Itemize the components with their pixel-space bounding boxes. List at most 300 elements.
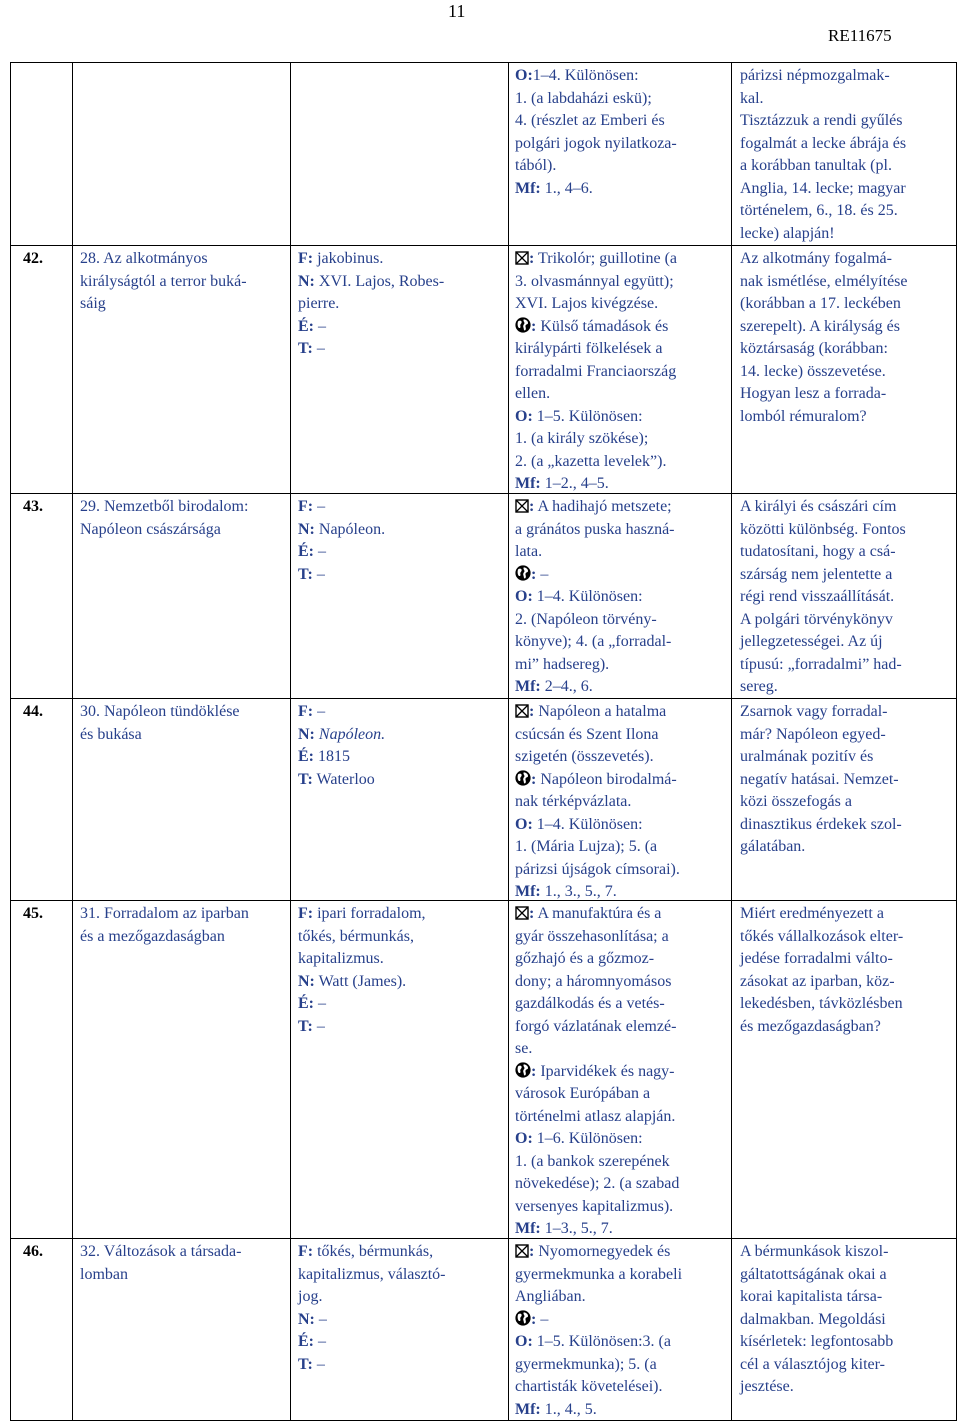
text: Miért eredményezett a [740,905,884,922]
cell-line [740,926,956,949]
text: Tisztázzuk a rendi gyűlés [740,112,903,129]
cell-line [515,948,731,971]
label: F: [298,905,314,922]
cell-line [515,701,731,724]
text: 1–4. Különösen: [532,588,643,605]
cell-line [740,271,956,294]
label: N: [298,725,319,743]
text: A polgári törvénykönyv [740,610,893,628]
text: pierre. [298,295,340,312]
text: a korábban tanultak (pl. [740,157,892,174]
text: lekedésben, távközlésben [740,995,903,1012]
text: tőkés vállalkozások elter- [740,927,904,945]
cell-line [740,200,956,223]
text: A királyi és császári cím [740,498,897,515]
label: O: [515,1333,533,1350]
cell-line [298,564,508,587]
text: Waterloo [312,770,375,788]
cell-line [515,406,731,429]
cell-line [515,926,731,949]
cell-line [515,110,731,133]
row-number-cell [11,494,73,699]
cell-line [515,609,731,632]
cell-line [740,155,956,178]
page-number: 11 [448,1,466,21]
cell-line [80,926,290,949]
text: mi” hadsereg). [515,655,610,673]
text: Iparvidékek és nagy- [536,1062,675,1080]
cell-line [298,1331,508,1354]
cell-line [298,769,508,792]
cell-line [80,724,290,747]
cell-line [740,1376,956,1399]
text: királypárti fölkelések a [515,340,663,357]
cell-line [515,1196,731,1219]
text: jog. [298,1288,323,1305]
cell-line [515,271,731,294]
cell-line [740,654,956,677]
text: királyságtól a terror buká- [80,272,247,290]
text: chartisták követelései). [515,1378,663,1395]
text: Külső támadások és [536,317,669,335]
goals-cell [732,699,957,901]
label: É: [298,995,314,1012]
cell-line [515,814,731,837]
row-number-cell [11,901,73,1239]
text: 1–4. Különösen: [532,815,643,833]
cell-line [298,496,508,519]
content-cell [509,901,732,1239]
text: A hadihajó metszete; [534,498,672,515]
cell-line [515,654,731,677]
terms-cell [291,901,509,1239]
cell-line [740,496,956,519]
text: Zsarnok vagy forradal- [740,703,888,720]
cell-line [515,769,731,792]
text: nak ismétlése, elmélyítése [740,272,908,290]
cell-line [740,1331,956,1354]
text: – [314,995,326,1012]
text: 1–2., 4–5. [540,475,609,492]
row-number-cell [11,63,73,246]
row-number: 46. [23,1243,43,1260]
text: jesztése. [740,1378,794,1395]
cell-line [515,791,731,814]
text: tából). [515,157,557,174]
cell-line [515,1286,731,1309]
cell-line [740,993,956,1016]
cell-line [515,541,731,564]
text: uralmának pozitív és [740,748,874,765]
cell-line [298,926,508,949]
text: Nyomornegyedek és [534,1243,671,1260]
globe-icon [515,1310,531,1326]
label: : [529,905,535,922]
goals-cell [732,901,957,1239]
text: jedése forradalmi válto- [740,950,893,967]
text: polgári jogok nyilatkoza- [515,134,677,152]
text: 1–4. Különösen: [532,67,639,84]
text: közi összefogás a [740,793,852,810]
text: A manufaktúra és a [534,905,662,922]
text: 2. (a „kazetta levelek”). [515,452,667,470]
cell-line [740,338,956,361]
text: gáltatottságának okai a [740,1265,887,1283]
label: N: [298,520,315,538]
cell-line [298,701,508,724]
table-row [11,494,957,699]
text: párizsi újságok címsorai). [515,860,680,878]
text: Napóleon a hatalma [534,703,667,720]
text: Angliában. [515,1288,586,1305]
cell-line [515,971,731,994]
cell-line [298,1309,508,1332]
goals-cell [732,1239,957,1421]
cell-line [23,496,72,519]
cell-line [80,903,290,926]
curriculum-table [10,62,957,1421]
label: Mf: [515,179,541,197]
italic-text: Napóleon. [318,725,386,743]
cell-line [298,316,508,339]
goals-cell [732,246,957,494]
text: ipari forradalom, [313,905,426,922]
globe-icon [515,770,531,786]
cell-line [740,631,956,654]
cell-line [740,293,956,316]
text: kal. [740,89,764,107]
picture-icon [515,1244,529,1258]
cell-line [740,791,956,814]
text: kapitalizmus, választó- [298,1265,446,1283]
text: forradalmi Franciaország [515,362,677,380]
cell-line [740,1016,956,1039]
cell-line [298,993,508,1016]
lesson-cell [73,63,291,246]
text: XVI. Lajos kivégzése. [515,295,659,312]
text: 30. Napóleon tündöklése [80,703,240,720]
text: A bérmunkások kiszol- [740,1243,889,1260]
label: N: [298,972,315,990]
cell-line [23,1241,72,1264]
label: É: [298,748,314,765]
text: városok Európában a [515,1085,651,1102]
picture-icon [515,251,529,265]
text: Napóleon császársága [80,520,221,538]
cell-line [740,769,956,792]
cell-line [515,859,731,882]
text: sereg. [740,678,778,695]
cell-line [740,903,956,926]
label: : [529,703,535,720]
text: – [314,1333,326,1350]
cell-line [740,564,956,587]
cell-line [515,564,731,587]
label: F: [298,250,314,267]
text: növekedése); 2. (a szabad [515,1175,680,1192]
cell-line [740,406,956,429]
cell-line [298,1241,508,1264]
text: a gránátos puska haszná- [515,520,675,538]
cell-line [80,293,290,316]
text: 28. Az alkotmányos [80,250,208,267]
text: típusú: „forradalmi” had- [740,655,902,673]
text: 1. (a király szökése); [515,430,649,447]
table-row [11,63,957,246]
cell-line [740,519,956,542]
cell-line [80,701,290,724]
cell-line [515,1264,731,1287]
cell-line [515,1399,731,1422]
cell-line [740,676,956,699]
cell-line [740,701,956,724]
cell-line [298,1354,508,1377]
label: T: [298,1017,313,1035]
text: dinasztikus érdekek szol- [740,815,902,833]
text: – [312,340,325,357]
row-number-cell [11,699,73,901]
cell-line [740,746,956,769]
text: forgó vázlatának elemzé- [515,1017,677,1035]
cell-line [515,293,731,316]
text: gyár összehasonlítása; a [515,927,669,945]
cell-line [515,746,731,769]
text: negatív hatásai. Nemzet- [740,770,899,788]
label: O: [515,67,533,84]
cell-line [80,1241,290,1264]
text: gyermekmunka); 5. (a [515,1355,657,1373]
cell-line [515,1128,731,1151]
text: 2–4., 6. [540,678,593,695]
text: – [314,543,326,560]
text: párizsi népmozgalmak- [740,67,890,84]
text: 2. (Napóleon törvény- [515,610,657,628]
cell-line [740,88,956,111]
text: gőzhajó és a gőzmoz- [515,950,655,967]
label: O: [515,588,533,605]
text: sáig [80,295,106,312]
cell-line [298,1016,508,1039]
terms-cell [291,1239,509,1421]
text: 1. (a labdaházi eskü); [515,89,652,107]
cell-line [740,609,956,632]
cell-line [515,65,731,88]
text: 1., 4–6. [540,179,593,197]
text: 1–5. Különösen: [532,407,643,425]
label: : [531,1062,537,1080]
label: É: [298,317,314,335]
globe-icon [515,1062,531,1078]
terms-cell [291,494,509,699]
text: tőkés, bérmunkás, [298,927,414,945]
text: dalmakban. Megoldási [740,1310,886,1328]
cell-line [298,1286,508,1309]
cell-line [740,1309,956,1332]
text: 1., 4., 5. [540,1400,597,1418]
text: kísérletek: legfontosabb [740,1333,894,1350]
text: 1. (a bankok szerepének [515,1152,670,1170]
text: Az alkotmány fogalmá- [740,250,892,267]
cell-line [298,971,508,994]
text: Hogyan lesz a forrada- [740,385,887,402]
text: – [312,565,325,583]
text: (korábban a 17. leckében [740,295,901,312]
cell-line [515,496,731,519]
cell-line [80,496,290,519]
text: gazdálkodás és a vetés- [515,995,665,1012]
table-row [11,699,957,901]
text: könyve); 4. (a „forradal- [515,633,672,650]
text: 1–6. Különösen: [532,1130,643,1147]
row-number: 42. [23,250,43,267]
label: T: [298,770,313,788]
text: már? Napóleon egyed- [740,725,886,743]
row-number: 43. [23,498,43,515]
text: tudatosítani, hogy a csá- [740,543,896,560]
lesson-cell [73,1239,291,1421]
label: T: [298,340,313,357]
terms-cell [291,246,509,494]
cell-line [515,631,731,654]
cell-line [515,1309,731,1332]
label: : [531,770,537,788]
cell-line [740,133,956,156]
cell-line [740,724,956,747]
text: 1. (Mária Lujza); 5. (a [515,838,658,855]
label: : [529,1243,535,1260]
text: szerepelt). A királyság és [740,317,900,335]
lesson-cell [73,246,291,494]
cell-line [515,316,731,339]
cell-line [515,1038,731,1061]
cell-line [298,724,508,747]
text: és bukása [80,725,142,743]
goals-cell [732,494,957,699]
label: Mf: [515,1220,541,1237]
goals-cell [732,63,957,246]
content-cell [509,494,732,699]
text: jakobinus. [313,250,384,267]
text: 14. lecke) összevetése. [740,362,886,380]
text: történelmi atlasz alapján. [515,1107,676,1125]
cell-line [515,519,731,542]
globe-icon [515,565,531,581]
label: F: [298,703,314,720]
row-number: 45. [23,905,43,922]
cell-line [515,1151,731,1174]
cell-line [740,1264,956,1287]
text: közötti különbség. Fontos [740,520,906,538]
text: szárság nem jelentette a [740,565,893,583]
cell-line [515,1218,731,1241]
text: – [314,1310,327,1328]
content-cell [509,699,732,901]
label: É: [298,543,314,560]
cell-line [740,586,956,609]
text: 4. (részlet az Emberi és [515,112,665,129]
cell-line [515,248,731,271]
cell-line [298,1264,508,1287]
text: 1–3., 5., 7. [540,1220,613,1237]
text: cél a választójog kiter- [740,1355,885,1373]
cell-line [515,361,731,384]
cell-line [515,473,731,496]
cell-line [515,836,731,859]
text: és mezőgazdaságban? [740,1017,881,1035]
text: Trikolór; guillotine (a [534,250,677,267]
cell-line [80,519,290,542]
text: 1–5. Különösen:3. (a [532,1333,671,1350]
cell-line [740,1286,956,1309]
content-cell [509,1239,732,1421]
cell-line [515,155,731,178]
terms-cell [291,699,509,901]
text: nak térképvázlata. [515,793,632,810]
text: – [536,1310,549,1328]
cell-line [515,383,731,406]
text: 32. Változások a társada- [80,1243,242,1260]
label: T: [298,1355,313,1373]
lesson-cell [73,494,291,699]
text: fogalmát a lecke ábrája és [740,134,907,152]
cell-line [740,948,956,971]
cell-line [740,316,956,339]
text: lomból rémuralom? [740,407,867,425]
row-number-cell [11,1239,73,1421]
cell-line [740,383,956,406]
cell-line [298,293,508,316]
text: lomban [80,1265,128,1283]
text: régi rend visszaállítását. [740,588,895,605]
table-row [11,901,957,1239]
text: csúcsán és Szent Ilona [515,725,659,743]
text: – [312,1017,325,1035]
text: történelem, 6., 18. és 25. [740,202,898,219]
cell-line [515,88,731,111]
cell-line [740,836,956,859]
label: T: [298,565,313,583]
cell-line [515,903,731,926]
cell-line [515,338,731,361]
label: O: [515,407,533,425]
cell-line [515,724,731,747]
cell-line [740,361,956,384]
cell-line [298,903,508,926]
content-cell [509,246,732,494]
globe-icon [515,317,531,333]
lesson-cell [73,699,291,901]
cell-line [740,1241,956,1264]
cell-line [515,1241,731,1264]
row-number: 44. [23,703,43,720]
text: Napóleon birodalmá- [536,770,677,788]
text: ellen. [515,385,551,402]
cell-line [23,701,72,724]
cell-line [515,1354,731,1377]
text: – [313,703,326,720]
cell-line [515,1016,731,1039]
cell-line [515,676,731,699]
cell-line [740,814,956,837]
text: 3. olvasmánnyal együtt); [515,272,674,290]
cell-line [740,110,956,133]
cell-line [298,541,508,564]
text: lecke) alapján! [740,224,835,242]
label: N: [298,272,315,290]
cell-line [80,1264,290,1287]
label: : [531,1310,537,1328]
text: 1., 3., 5., 7. [540,883,617,900]
